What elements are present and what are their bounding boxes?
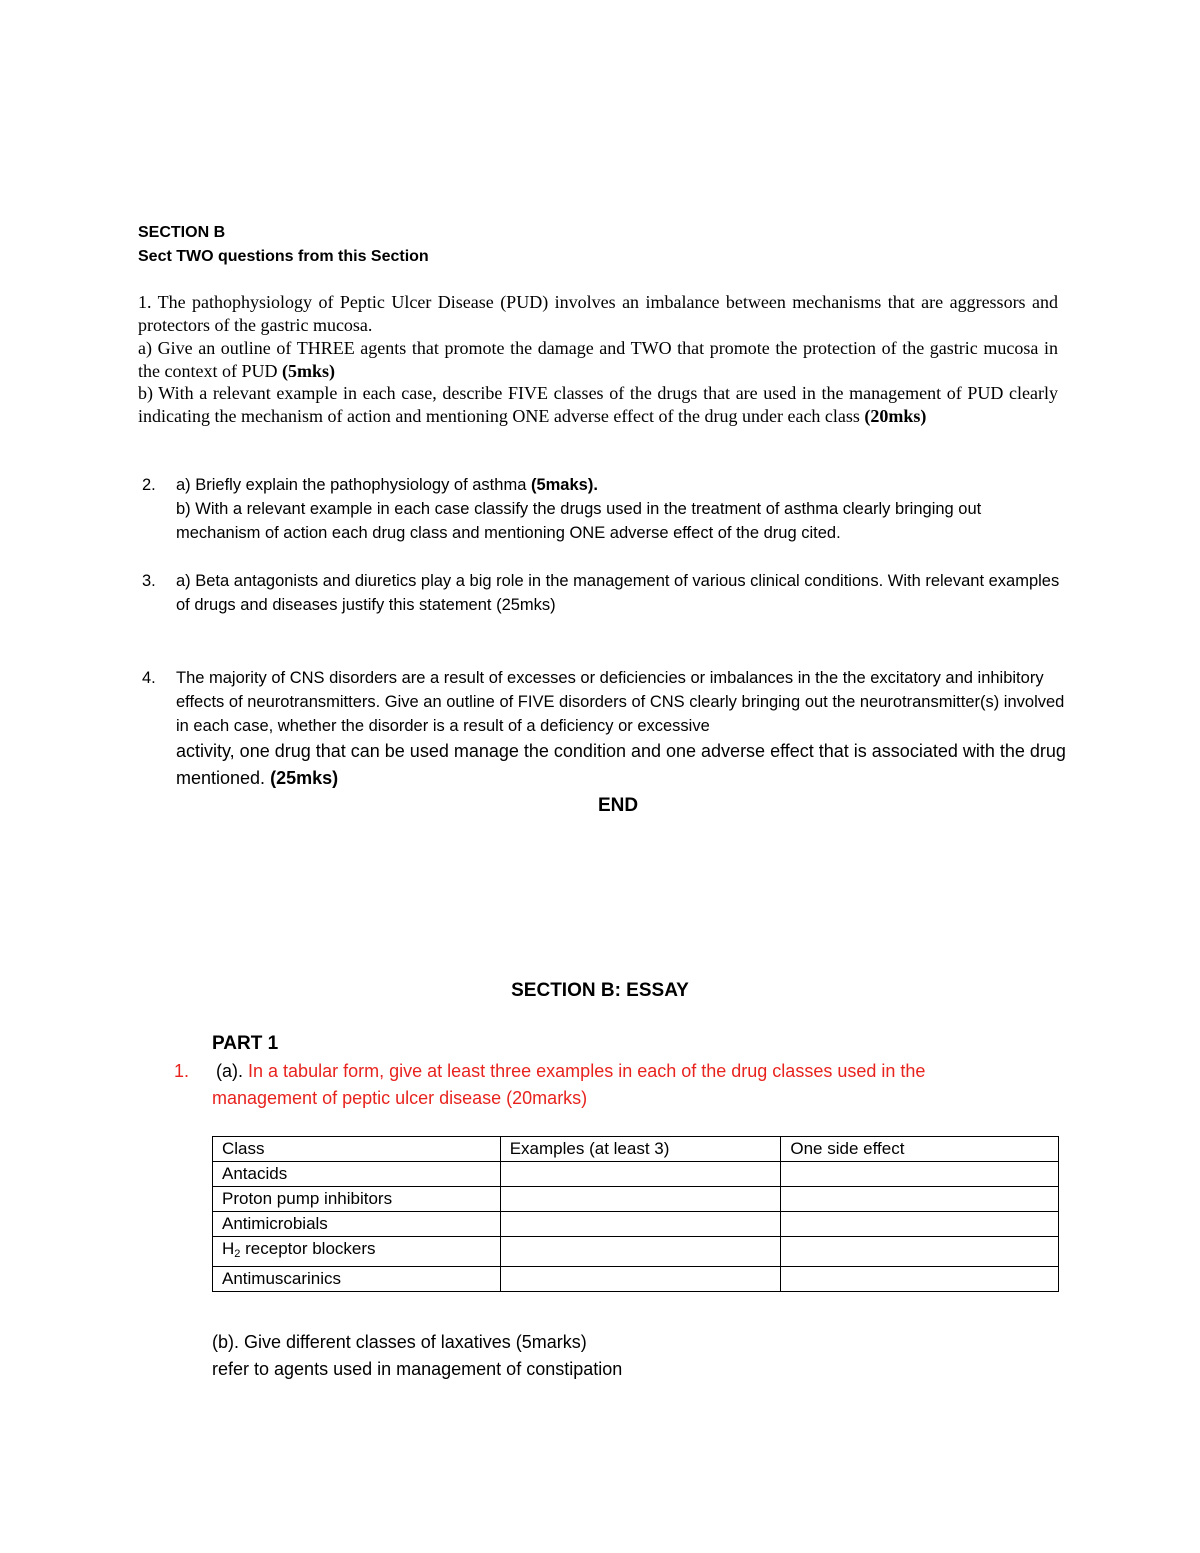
- table-cell-class: Proton pump inhibitors: [213, 1187, 501, 1212]
- section-heading: SECTION B: [138, 224, 226, 241]
- question-1a: [138, 337, 1058, 383]
- question-4-marks: (25mks): [270, 768, 339, 788]
- class-suffix: receptor blockers: [240, 1239, 376, 1258]
- question-2-body: [176, 473, 1066, 545]
- table-row: [213, 1162, 1059, 1187]
- table-cell-class: [213, 1237, 501, 1267]
- table-cell-examples[interactable]: [500, 1187, 781, 1212]
- question-4-text-1: The majority of CNS disorders are a result of excesses or deficiencies or imbalances in the the excitatory and inhibitory effects of neurotransmitters. Give an outline of FIVE disorders of CNS clearly bringing out the neurotransmitter(s) involved in each case, whether the disorder is a result of a deficiency or excessive: [176, 669, 1065, 735]
- question-3-text: a) Beta antagonists and diuretics play a big role in the management of various clinical conditions. With relevant examples of drugs and diseases justify this statement (25mks): [176, 572, 1060, 614]
- question-4-body: [176, 666, 1066, 792]
- table-cell-side-effect[interactable]: [781, 1162, 1059, 1187]
- table-header-cell: One side effect: [781, 1137, 1059, 1162]
- question-4-number: 4.: [142, 669, 156, 687]
- table-cell-examples[interactable]: [500, 1267, 781, 1292]
- table-cell-side-effect[interactable]: [781, 1212, 1059, 1237]
- essay-q1a: [212, 1058, 1032, 1112]
- question-4-text-2: activity, one drug that can be used manage the condition and one adverse effect that is associated with the drug mentioned.: [176, 741, 1066, 788]
- question-1a-text: a) Give an outline of THREE agents that promote the damage and TWO that promote the protection of the gastric mucosa in the context of PUD: [138, 338, 1058, 381]
- class-subscript: 2: [234, 1248, 241, 1260]
- table-cell-side-effect[interactable]: [781, 1187, 1059, 1212]
- table-header-cell: Examples (at least 3): [500, 1137, 781, 1162]
- question-1b: [138, 382, 1058, 428]
- question-3-number: 3.: [142, 572, 156, 590]
- part-label: PART 1: [212, 1033, 279, 1054]
- section-instruction: Sect TWO questions from this Section: [138, 248, 429, 265]
- table-cell-examples[interactable]: [500, 1237, 781, 1267]
- question-1-intro: 1. The pathophysiology of Peptic Ulcer Disease (PUD) involves an imbalance between mechanisms that are aggressors and protectors of the gastric mucosa.: [138, 292, 1058, 335]
- table-cell-side-effect[interactable]: [781, 1237, 1059, 1267]
- table-row: [213, 1212, 1059, 1237]
- question-2b: b) With a relevant example in each case classify the drugs used in the treatment of asthma clearly bringing out mechanism of action each drug class and mentioning ONE adverse effect of the drug cited.: [176, 500, 982, 542]
- essay-q1a-label: (a).: [216, 1061, 243, 1081]
- essay-q1b: (b). Give different classes of laxatives (5marks): [212, 1332, 587, 1352]
- end-label: END: [597, 795, 639, 816]
- table-cell-examples[interactable]: [500, 1212, 781, 1237]
- question-1a-marks: (5mks): [281, 360, 335, 381]
- question-1b-marks: (20mks): [864, 405, 927, 426]
- table-cell-side-effect[interactable]: [781, 1267, 1059, 1292]
- table-cell-class: Antimicrobials: [213, 1212, 501, 1237]
- essay-q1a-text: In a tabular form, give at least three examples in each of the drug classes used in the management of peptic ulcer disease (20marks): [212, 1061, 926, 1108]
- table-row: [213, 1237, 1059, 1267]
- table-header-row: [213, 1137, 1059, 1162]
- question-4-text-2-line: [176, 738, 1066, 792]
- drug-class-table: [212, 1136, 1059, 1292]
- essay-q1b-note: refer to agents used in management of constipation: [212, 1359, 623, 1379]
- question-2-number: 2.: [142, 476, 156, 494]
- question-1b-text: b) With a relevant example in each case, describe FIVE classes of the drugs that are used in the management of PUD clearly indicating the mechanism of action and mentioning ONE adverse effect of the drug under each class: [138, 383, 1058, 426]
- essay-q1-number: 1.: [174, 1061, 190, 1081]
- class-prefix: H: [222, 1239, 235, 1258]
- question-2a-text: a) Briefly explain the pathophysiology of asthma: [176, 476, 527, 494]
- table-cell-examples[interactable]: [500, 1162, 781, 1187]
- question-2a: [176, 473, 1066, 497]
- table-row: [213, 1187, 1059, 1212]
- question-2a-marks: (5maks).: [530, 476, 598, 494]
- table-header-cell: Class: [213, 1137, 501, 1162]
- essay-title: SECTION B: ESSAY: [511, 980, 689, 1001]
- table-cell-class: Antimuscarinics: [213, 1267, 501, 1292]
- table-row: [213, 1267, 1059, 1292]
- table-cell-class: Antacids: [213, 1162, 501, 1187]
